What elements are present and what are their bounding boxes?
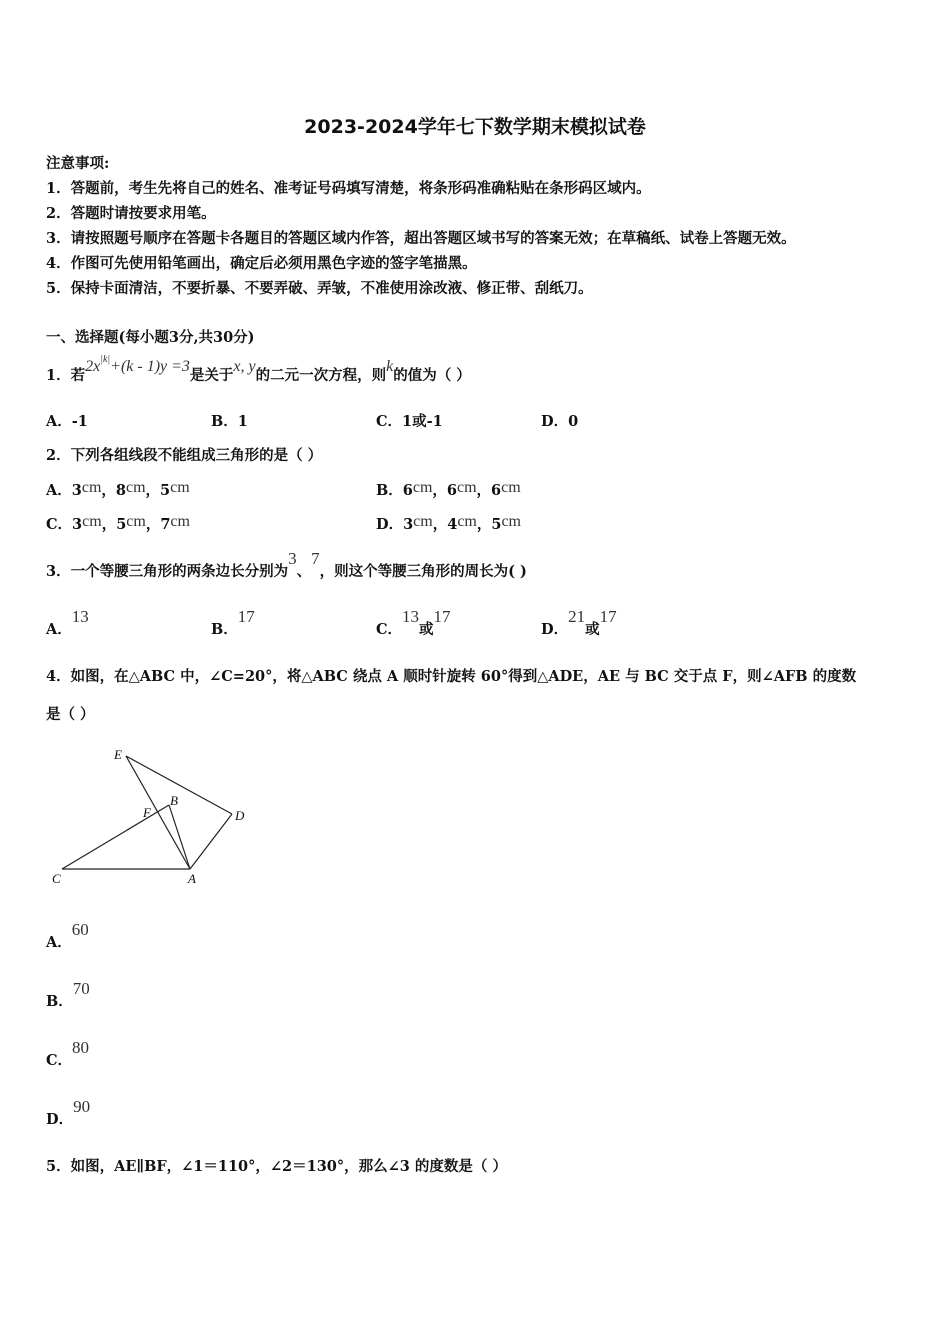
notice-item-2: 2．答题时请按要求用笔。 [46,205,216,222]
question-2-stem: 2．下列各组线段不能组成三角形的是（ ） [46,447,323,464]
label-B: B [170,793,178,808]
q3-option-a: A．13 [46,607,89,638]
label-C: C [52,871,61,886]
q1-equation: $2x^{|k|}+(k - 1)y =3$ [85,354,190,375]
section-heading: 一、选择题(每小题3分,共30分) [46,329,255,346]
notice-item-1: 1．答题前，考生先将自己的姓名、准考证号码填写清楚，将条形码准确粘贴在条形码区域内。 [46,180,651,197]
notice-item-3: 3．请按照题号顺序在答题卡各题目的答题区域内作答，超出答题区域书写的答案无效；在草稿纸、试卷上答题无效。 [46,230,796,247]
q3-option-b: B．17 [211,607,255,638]
question-4-stem-line1: 4．如图，在△ABC 中，∠C=20°，将△ABC 绕点 A 顺时针旋转 60°得到△ADE，AE 与 BC 交于点 F，则∠AFB 的度数 [46,668,857,685]
q4-figure [44,740,264,890]
q2-option-b: B．6cm，6cm，6cm [376,479,521,499]
q1-option-d: D．0 [541,413,579,430]
question-1-stem: 1．若$2x^{|k|}+(k - 1)y =3$是关于x, y的二元一次方程，则k的值为（ ） [46,354,471,384]
question-5-stem: 5．如图，AE∥BF，∠1＝110°，∠2＝130°，那么∠3 的度数是（ ） [46,1158,507,1175]
segment-CB [62,805,169,869]
q1-option-b: B．1 [211,413,248,430]
label-E: E [114,747,122,762]
segment-DA [190,814,232,869]
label-A: A [188,871,196,886]
q1-option-a: A．-1 [46,413,88,430]
q4-option-d: D．90 [46,1097,91,1128]
q4-option-c: C．80 [46,1038,90,1069]
label-F: F [143,805,151,820]
q2-option-c: C．3cm，5cm，7cm [46,513,190,533]
question-3-stem: 3．一个等腰三角形的两条边长分别为3、7，则这个等腰三角形的周长为( ) [46,549,527,580]
q3-option-c: C．13或17 [376,607,451,638]
question-4-stem-line2: 是（ ） [46,706,95,723]
q2-option-d: D．3cm，4cm，5cm [376,513,521,533]
q2-option-a: A．3cm，8cm，5cm [46,479,190,499]
label-D: D [235,808,245,823]
notice-item-5: 5．保持卡面清洁，不要折暴、不要弄破、弄皱，不准使用涂改液、修正带、刮纸刀。 [46,280,593,297]
page-title: 2023-2024学年七下数学期末模拟试卷 [304,116,646,138]
notice-item-4: 4．作图可先使用铅笔画出，确定后必须用黑色字迹的签字笔描黑。 [46,255,477,272]
notice-heading: 注意事项: [46,155,110,172]
q3-option-d: D．21或17 [541,607,617,638]
q1-option-c: C．1或-1 [376,413,443,430]
q4-option-a: A．60 [46,920,89,951]
q4-option-b: B．70 [46,979,90,1010]
